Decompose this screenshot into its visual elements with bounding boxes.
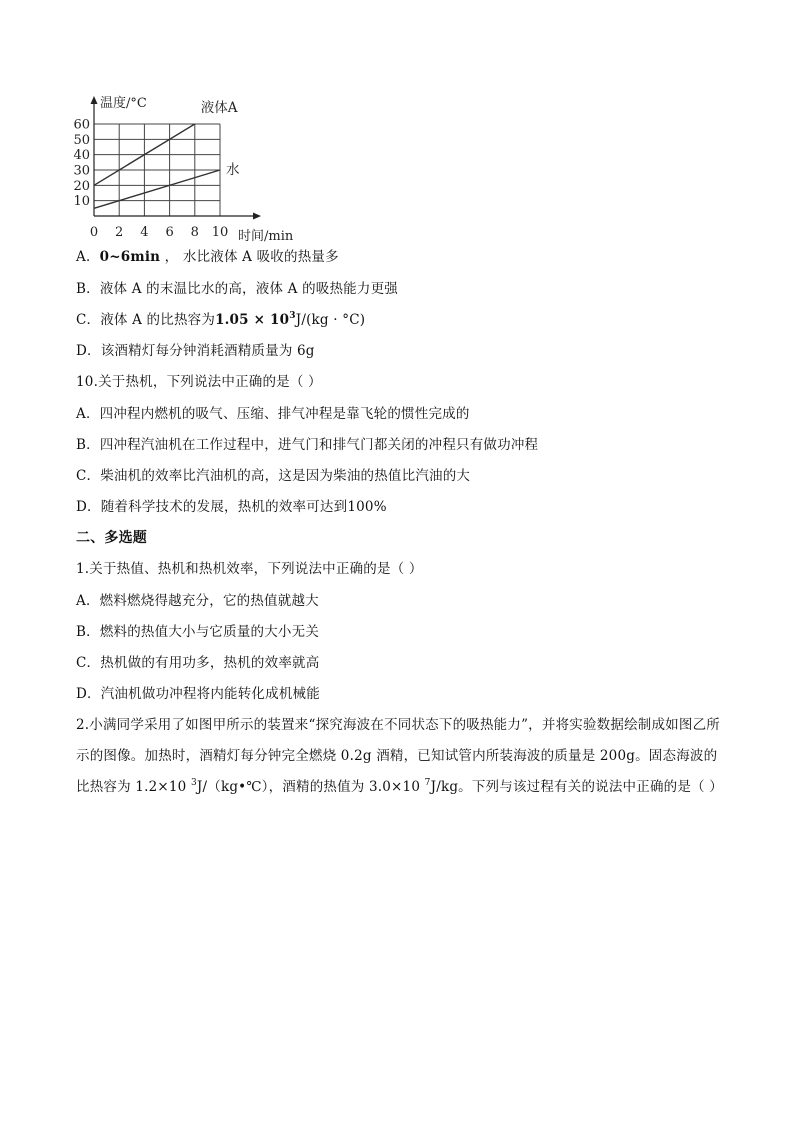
q9-option-a-math: 0~6min bbox=[99, 249, 161, 265]
m1-option-c: C．热机做的有用功多，热机的效率就高 bbox=[76, 655, 320, 671]
m1-option-d: D．汽油机做功冲程将内能转化成机械能 bbox=[76, 686, 320, 702]
m2-stem-part3: J/kg。下列与该过程有关的说法中正确的是（ ） bbox=[430, 779, 723, 795]
temperature-time-chart bbox=[70, 92, 310, 244]
series-label-liquid-a: 液体A bbox=[200, 100, 238, 116]
m2-stem-part1: 2.小满同学采用了如图甲所示的装置来“探究海波在不同状态下的吸热能力”，并将实验数据绘制成如图乙所示的图像。加热时，酒精灯每分钟完全燃烧 0.2g 酒精，已知试管内所装海波的质量是 200g。固态海波的比热容为 1.2×10 bbox=[76, 717, 720, 795]
m2-exponent-2: 7 bbox=[424, 778, 431, 788]
x-tick-label: 6 bbox=[165, 225, 174, 240]
x-tick-label: 0 bbox=[89, 225, 99, 240]
y-tick-label: 40 bbox=[73, 148, 90, 164]
x-tick-label: 10 bbox=[211, 225, 229, 240]
q9-option-c-exponent: 3 bbox=[289, 311, 296, 321]
q9-option-b: B．液体 A 的末温比水的高，液体 A 的吸热能力更强 bbox=[76, 281, 398, 297]
q10-option-c: C．柴油机的效率比汽油机的高，这是因为柴油的热值比汽油的大 bbox=[76, 468, 471, 484]
q9-option-c-unit: J/(kg · °C) bbox=[295, 312, 366, 328]
q10-option-a: A．四冲程内燃机的吸气、压缩、排气冲程是靠飞轮的惯性完成的 bbox=[76, 406, 470, 422]
y-tick-label: 60 bbox=[73, 117, 90, 133]
x-tick-label: 4 bbox=[140, 225, 149, 240]
x-tick-label: 2 bbox=[115, 225, 124, 240]
q9-option-a-prefix: A． bbox=[76, 249, 100, 265]
q10-option-b: B．四冲程汽油机在工作过程中，进气门和排气门都关闭的冲程只有做功冲程 bbox=[76, 437, 539, 453]
y-axis-label: 温度/°C bbox=[100, 96, 147, 111]
q9-option-d: D．该酒精灯每分钟消耗酒精质量为 6g bbox=[76, 343, 315, 359]
q9-option-c-prefix: C．液体 A 的比热容为 bbox=[76, 312, 216, 328]
q10-option-d: D．随着科学技术的发展，热机的效率可达到100% bbox=[76, 499, 387, 515]
m1-option-b: B．燃料的热值大小与它质量的大小无关 bbox=[76, 624, 320, 640]
q10-stem: 10.关于热机，下列说法中正确的是（ ） bbox=[76, 374, 322, 390]
y-tick-label: 50 bbox=[73, 132, 90, 148]
q9-option-a-text: ， 水比液体 A 吸收的热量多 bbox=[160, 249, 339, 265]
x-axis-arrow bbox=[253, 213, 261, 220]
y-tick-label: 20 bbox=[73, 178, 90, 194]
y-tick-label: 30 bbox=[73, 163, 90, 179]
section-title-multiple-choice: 二、多选题 bbox=[76, 530, 147, 546]
x-tick-label: 8 bbox=[190, 225, 199, 240]
chart-svg bbox=[70, 92, 310, 244]
y-tick-label: 10 bbox=[73, 194, 90, 210]
q9-option-c bbox=[76, 312, 365, 328]
m2-stem-part2: J/（kg•℃），酒精的热值为 3.0×10 bbox=[196, 779, 425, 795]
m2-exponent-1: 3 bbox=[190, 778, 197, 788]
y-axis-arrow bbox=[91, 96, 98, 104]
m2-stem bbox=[76, 710, 724, 803]
m1-option-a: A．燃料燃烧得越充分，它的热值就越大 bbox=[76, 593, 319, 609]
x-axis-label: 时间/min bbox=[238, 229, 294, 244]
m1-stem: 1.关于热值、热机和热机效率，下列说法中正确的是（ ） bbox=[76, 561, 423, 577]
q9-option-c-math: 1.05 × 10 bbox=[215, 312, 290, 328]
series-label-water: 水 bbox=[226, 162, 240, 178]
series-line-1 bbox=[94, 170, 220, 208]
q9-option-a bbox=[76, 249, 339, 265]
